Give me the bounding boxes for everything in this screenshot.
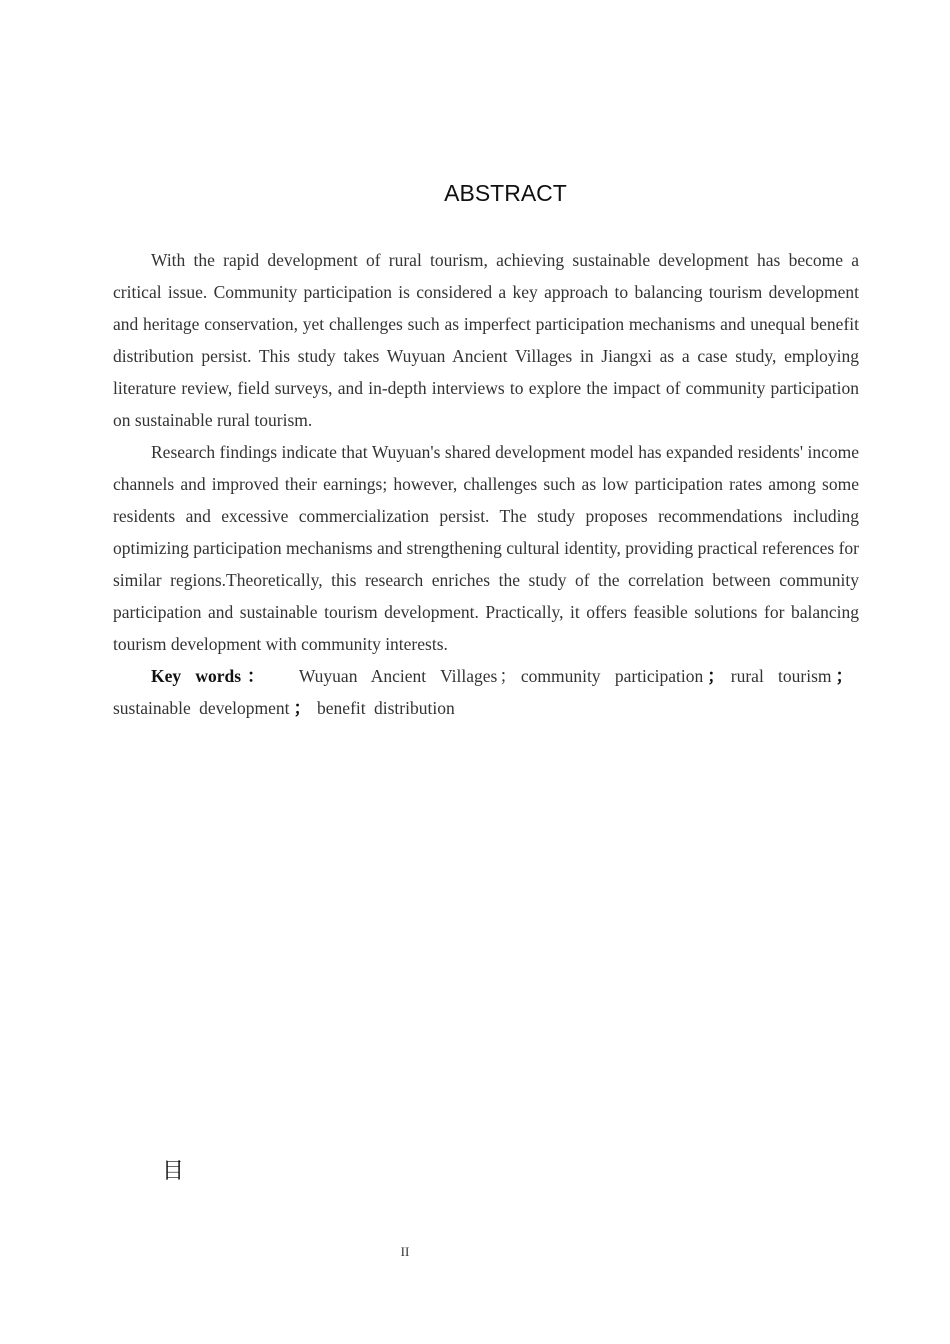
abstract-body — [113, 244, 859, 724]
keyword-item: benefit distribution — [317, 698, 455, 718]
abstract-paragraph-2: Research findings indicate that Wuyuan's shared development model has expanded residents' income channels and improved their earnings; however, challenges such as low participation rates among some residents and excessive commercialization persist. The study proposes recommendations including optimizing participation mechanisms and strengthening cultural identity, providing practical references for similar regions.Theoretically, this research enriches the study of the correlation between community participation and sustainable tourism development. Practically, it offers feasible solutions for balancing tourism development with community interests. — [113, 442, 859, 654]
keyword-separator: ； — [499, 666, 517, 686]
keywords-line — [113, 660, 859, 724]
keyword-item: Wuyuan Ancient Villages — [298, 666, 498, 686]
abstract-title: ABSTRACT — [444, 180, 567, 206]
keyword-item: sustainable development — [113, 698, 290, 718]
page-number: II — [400, 1244, 410, 1259]
keyword-item: community participation — [520, 666, 704, 686]
keyword-separator: ； — [835, 666, 854, 686]
keyword-separator: ； — [707, 666, 725, 686]
abstract-paragraph-1: With the rapid development of rural tourism, achieving sustainable development has become a critical issue. Community participation is considered a key approach to balancing tourism development and heritage conservation, yet challenges such as imperfect participation mechanisms and unequal benefit distribution persist. This study takes Wuyuan Ancient Villages in Jiangxi as a case study, employing literature review, field surveys, and in-depth interviews to explore the impact of community participation on sustainable rural tourism. — [113, 250, 859, 430]
keyword-separator: ； — [293, 698, 312, 718]
toc-heading-fragment: 目 — [162, 1159, 185, 1184]
keyword-item: rural tourism — [730, 666, 832, 686]
keywords-label: Key words： — [151, 666, 271, 686]
